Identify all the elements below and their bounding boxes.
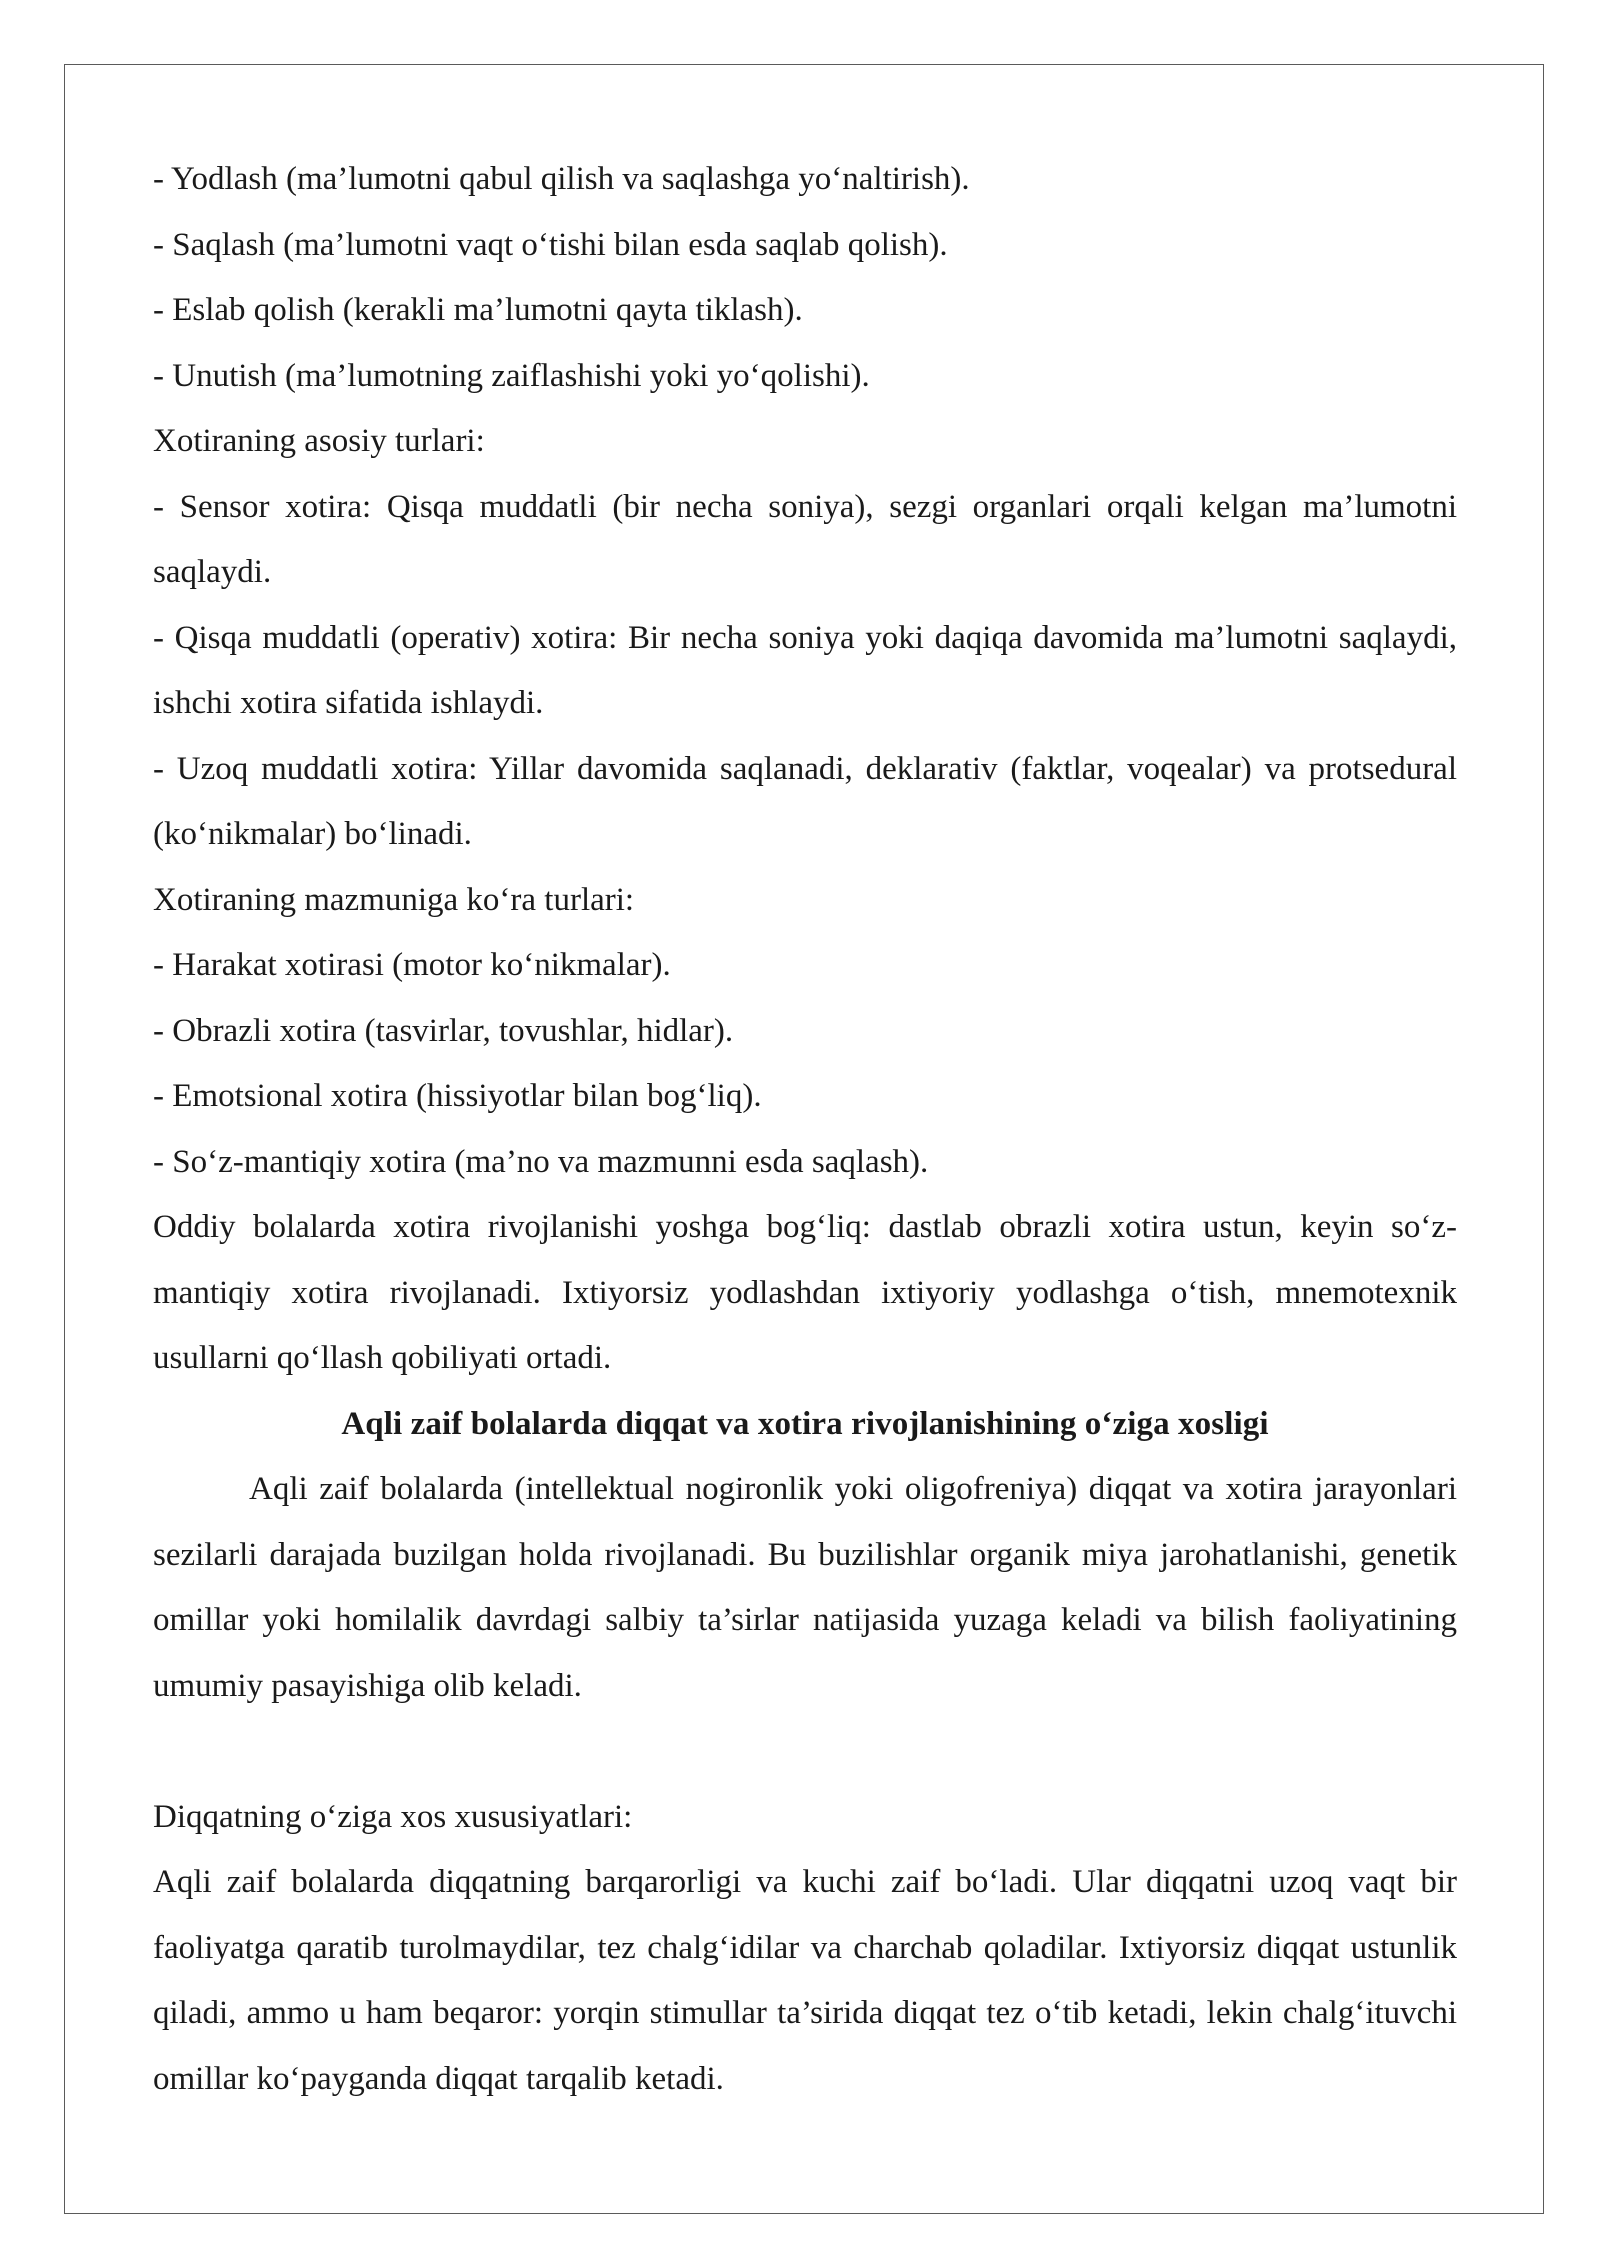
memory-content-types-label: Xotiraning mazmuniga ko‘ra turlari: [153, 881, 635, 918]
list-item-memorization: - Yodlash (ma’lumotni qabul qilish va saqlashga yo‘naltirish). [153, 161, 970, 197]
list-item-motor-memory: - Harakat xotirasi (motor ko‘nikmalar). [153, 947, 671, 983]
list-item-short-term-memory: - Qisqa muddatli (operativ) xotira: Bir necha soniya yoki daqiqa davomida ma’lumotni saqlaydi, ishchi xotira sifatida ishlaydi. [153, 619, 1457, 721]
document-body [153, 147, 1457, 2112]
memory-types-label: Xotiraning asosiy turlari: [153, 423, 485, 459]
list-item-verbal-logical-memory: - So‘z-mantiqiy xotira (ma’no va mazmunni esda saqlash). [153, 1143, 929, 1180]
development-paragraph: Oddiy bolalarda xotira rivojlanishi yoshga bog‘liq: dastlab obrazli xotira ustun, keyin so‘z-mantiqiy xotira rivojlanadi. Ixtiyorsiz yodlashdan ixtiyoriy yodlashga o‘tish, mnemotexnik usullarni qo‘llash qobiliyati ortadi. [153, 1209, 1457, 1376]
attention-subheading: Diqqatning o‘ziga xos xususiyatlari: [153, 1798, 633, 1835]
list-item-emotional-memory: - Emotsional xotira (hissiyotlar bilan bog‘liq). [153, 1078, 762, 1114]
list-item-forgetting: - Unutish (ma’lumotning zaiflashishi yoki yo‘qolishi). [153, 357, 870, 394]
list-item-retention: - Saqlash (ma’lumotni vaqt o‘tishi bilan esda saqlab qolish). [153, 226, 948, 263]
list-item-recall: - Eslab qolish (kerakli ma’lumotni qayta tiklash). [153, 292, 803, 328]
list-item-long-term-memory: - Uzoq muddatli xotira: Yillar davomida saqlanadi, deklarativ (faktlar, voqealar) va protsedural (ko‘nikmalar) bo‘linadi. [153, 750, 1457, 852]
list-item-sensory-memory: - Sensor xotira: Qisqa muddatli (bir necha soniya), sezgi organlari orqali kelgan ma’lumotni saqlaydi. [153, 488, 1457, 590]
list-item-imagery-memory: - Obrazli xotira (tasvirlar, tovushlar, hidlar). [153, 1012, 734, 1049]
blank-line [153, 1719, 1457, 1785]
intro-paragraph: Aqli zaif bolalarda (intellektual nogironlik yoki oligofreniya) diqqat va xotira jarayonlari sezilarli darajada buzilgan holda rivojlanadi. Bu buzilishlar organik miya jarohatlanishi, genetik omillar yoki homilalik davrdagi salbiy ta’sirlar natijasida yuzaga keladi va bilish faoliyatining umumiy pasayishiga olib keladi. [153, 1471, 1457, 1704]
attention-paragraph: Aqli zaif bolalarda diqqatning barqarorligi va kuchi zaif bo‘ladi. Ular diqqatni uzoq vaqt bir faoliyatga qaratib turolmaydilar, tez chalg‘idilar va charchab qoladilar. Ixtiyorsiz diqqat ustunlik qiladi, ammo u ham beqaror: yorqin stimullar ta’sirida diqqat tez o‘tib ketadi, lekin chalg‘ituvchi omillar ko‘payganda diqqat tarqalib ketadi. [153, 1864, 1457, 2097]
section-heading: Aqli zaif bolalarda diqqat va xotira rivojlanishining o‘ziga xosligi [341, 1405, 1269, 1442]
